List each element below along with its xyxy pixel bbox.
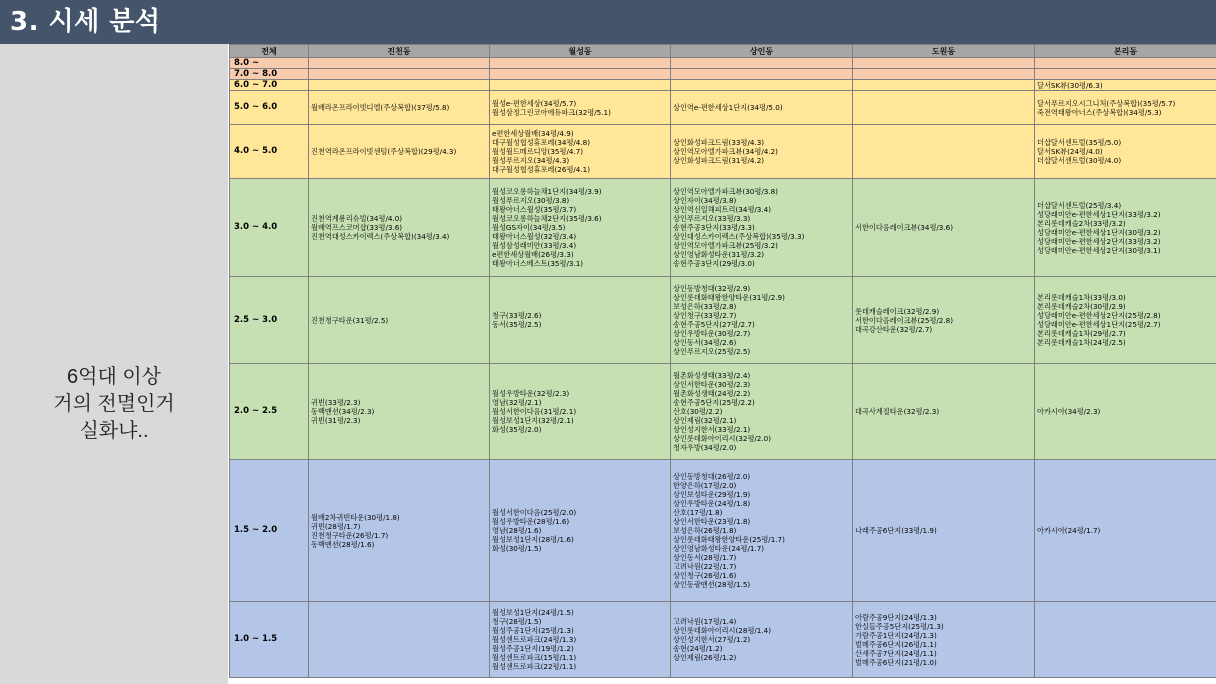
apartment-entry: 월성코오롱하늘채1단지(34평/3.9) (492, 187, 602, 196)
apartment-entry: 월성보성1단지(32평/2.1) (492, 416, 574, 425)
apartment-entry: 월성서한이다음(31평/2.1) (492, 407, 577, 416)
table-row (230, 125, 1216, 179)
apartment-entry: 청구(33평/2.6) (492, 311, 542, 320)
cell-wolseong (490, 80, 671, 91)
cell-jincheon (309, 277, 490, 364)
apartment-entry: 보성은하(26평/1.8) (673, 526, 737, 535)
apartment-entry: 월성보성1단지(28평/1.6) (492, 535, 574, 544)
apartment-entry: 롯데캐슬레이크(32평/2.9) (855, 306, 940, 316)
apartment-entry: 귀빈(33평/2.3) (311, 398, 361, 407)
apartment-entry: 월성푸르지오(30평/3.8) (492, 196, 570, 205)
cell-sangin (671, 460, 853, 602)
price-range-label: 4.0 ~ 5.0 (230, 125, 309, 179)
apartment-entry: 월성서한이다음(25평/2.0) (492, 508, 577, 517)
cell-jincheon (309, 179, 490, 277)
cell-jincheon (309, 364, 490, 460)
apartment-entry: 달서SK뷰(30평/6.3) (1037, 80, 1103, 90)
side-note-line: 거의 전멸인거 (53, 393, 175, 415)
table-row (230, 179, 1216, 277)
table-row (230, 91, 1216, 125)
cell-bonri (1035, 364, 1216, 460)
cell-dowon (853, 125, 1035, 179)
apartment-entry: 한실들주공5단지(25평/1.3) (855, 621, 944, 631)
cell-jincheon (309, 91, 490, 125)
apartment-entry: 상인역모아엘가파크뷰(30평/3.8) (673, 187, 778, 196)
cell-dowon (853, 58, 1035, 69)
cell-bonri (1035, 91, 1216, 125)
apartment-entry: 월촌화성생태(33평/2.4) (673, 371, 751, 380)
apartment-entry: 귀빈(28평/1.7) (311, 521, 361, 531)
apartment-entry: 아카시아(24평/1.7) (1037, 526, 1101, 535)
apartment-entry: 상인보성타운(29평/1.9) (673, 490, 751, 499)
table-row (230, 69, 1216, 80)
apartment-entry: 월성주공1단지(19평/1.2) (492, 644, 574, 653)
apartment-entry: 월성월드메르디앙(35평/4.7) (492, 147, 584, 156)
apartment-entry: 동백맨션(34평/2.3) (311, 407, 375, 416)
apartment-entry: 송현주공3단지(29평/3.0) (673, 259, 755, 268)
apartment-entry: 벌메주공6단지(26평/1.1) (855, 639, 937, 649)
apartment-entry: 고려낙원(22평/1.7) (673, 562, 737, 571)
apartment-entry: 월성코오롱하늘채2단지(35평/3.6) (492, 214, 602, 223)
apartment-entry: 송현주공5단지(25평/2.2) (673, 398, 755, 407)
table-body (230, 58, 1216, 678)
apartment-entry: 화성(35평/2.0) (492, 425, 542, 434)
cell-jincheon (309, 602, 490, 678)
apartment-entry: 성당래미안e-편한세상1단지(30평/3.2) (1037, 227, 1161, 237)
apartment-entry: 상인롯데화아이리시(28평/1.4) (673, 626, 772, 635)
cell-dowon (853, 69, 1035, 80)
cell-wolseong (490, 91, 671, 125)
apartment-entry: 상인동광맨션(28평/1.5) (673, 580, 751, 589)
apartment-entry: 상인제림(26평/1.2) (673, 653, 737, 662)
apartment-entry: 상인우방타운(24평/1.8) (673, 499, 751, 508)
apartment-entry: 상인성지한서(33평/2.1) (673, 425, 751, 434)
price-analysis-table (229, 44, 1216, 678)
apartment-entry: 성당래미안e-편한세상1단지(33평/3.2) (1037, 209, 1161, 219)
table-row (230, 277, 1216, 364)
apartment-entry: 월성센트로파크(15평/1.1) (492, 653, 577, 662)
cell-bonri (1035, 80, 1216, 91)
apartment-entry: 월성센트로파크(24평/1.3) (492, 635, 577, 644)
apartment-entry: 월성GS자이(34평/3.5) (492, 223, 566, 232)
apartment-entry: 상인우방타운(30평/2.7) (673, 329, 751, 338)
apartment-entry: 산새주공7단지(24평/1.1) (855, 648, 937, 658)
cell-dowon (853, 364, 1035, 460)
apartment-entry: 더샵달서센트럴(30평/4.0) (1037, 156, 1122, 165)
cell-sangin (671, 125, 853, 179)
apartment-entry: 성당래미안e-편한세상2단지(25평/2.8) (1037, 311, 1161, 320)
apartment-entry: 청자우방(34평/2.0) (673, 443, 737, 452)
apartment-entry: 상인롯데화태왕한양타운(25평/1.7) (673, 535, 785, 544)
apartment-entry: 아카시아(34평/2.3) (1037, 407, 1101, 416)
apartment-entry: 월성우방타운(28평/1.6) (492, 517, 570, 526)
apartment-entry: 태왕아너스월성(32평/3.4) (492, 232, 577, 241)
cell-wolseong (490, 460, 671, 602)
price-range-label: 7.0 ~ 8.0 (230, 69, 309, 80)
cell-jincheon (309, 69, 490, 80)
header-row (230, 45, 1216, 58)
cell-wolseong (490, 125, 671, 179)
apartment-entry: 상인동서(34평/2.6) (673, 338, 737, 347)
cell-sangin (671, 364, 853, 460)
apartment-entry: 본리롯데캐슬1차(29평/2.7) (1037, 329, 1126, 338)
apartment-entry: 상인동방청대(26평/2.0) (673, 472, 751, 481)
apartment-entry: 동백맨션(28평/1.6) (311, 539, 375, 549)
apartment-entry: 가람주공1단지(24평/1.3) (855, 630, 937, 640)
column-header-dowon: 도원동 (853, 45, 1035, 58)
apartment-entry: 더샵달서센트럴(35평/5.0) (1037, 138, 1122, 147)
apartment-entry: 본리롯데캐슬1차(24평/2.5) (1037, 338, 1126, 347)
apartment-entry: 월성보성1단지(24평/1.5) (492, 608, 574, 617)
apartment-entry: 월배2차귀빈타운(30평/1.8) (311, 512, 400, 522)
cell-jincheon (309, 58, 490, 69)
apartment-entry: 화성(30평/1.5) (492, 544, 542, 553)
apartment-entry: 상인대성스카이렉스(주상복합)(35평/3.3) (673, 232, 805, 241)
cell-bonri (1035, 179, 1216, 277)
apartment-entry: 영남(28평/1.6) (492, 526, 542, 535)
apartment-entry: 서한이다음레이크뷰(34평/3.6) (855, 223, 954, 232)
apartment-entry: 귀빈(31평/2.3) (311, 416, 361, 425)
apartment-entry: e편한세상월배(34평/4.9) (492, 129, 574, 138)
column-header-bonri: 본리동 (1035, 45, 1216, 58)
cell-jincheon (309, 125, 490, 179)
apartment-entry: 산호(17평/1.8) (673, 508, 723, 517)
apartment-entry: 상인성지한서(27평/1.2) (673, 635, 751, 644)
apartment-entry: 상인서한타운(23평/1.8) (673, 517, 751, 526)
column-header-wolseong: 월성동 (490, 45, 671, 58)
side-note (0, 364, 228, 445)
apartment-entry: 월성푸르지오(34평/4.3) (492, 156, 570, 165)
apartment-entry: 월성삼정그린코아에듀파크(32평/5.1) (492, 107, 611, 117)
apartment-entry: 상인청구(33평/2.7) (673, 311, 737, 320)
cell-wolseong (490, 69, 671, 80)
apartment-entry: 상인롯데화아이리시(32평/2.0) (673, 434, 772, 443)
cell-jincheon (309, 80, 490, 91)
cell-bonri (1035, 602, 1216, 678)
apartment-entry: 달서푸르지오시그니처(주상복합)(35평/5.7) (1037, 98, 1176, 108)
cell-bonri (1035, 58, 1216, 69)
cell-bonri (1035, 69, 1216, 80)
apartment-entry: 한양은하(17평/2.0) (673, 481, 737, 490)
apartment-entry: 월성삼성래미안(33평/3.4) (492, 241, 577, 250)
side-note-line: 6억대 이상 (67, 366, 161, 388)
page-title: 3. 시세 분석 (0, 0, 1216, 44)
apartment-entry: 상인푸르지오(33평/3.3) (673, 214, 751, 223)
cell-dowon (853, 80, 1035, 91)
apartment-entry: 대구월성협성휴포레(34평/4.8) (492, 138, 591, 147)
column-header-jincheon: 진천동 (309, 45, 490, 58)
apartment-entry: 상인역모아엘가파크뷰(34평/4.2) (673, 147, 778, 156)
apartment-entry: 상인동서(28평/1.7) (673, 553, 737, 562)
cell-wolseong (490, 277, 671, 364)
cell-sangin (671, 80, 853, 91)
apartment-entry: 서한이다음레이크뷰(25평/2.8) (855, 315, 954, 325)
apartment-entry: 월촌화성생태(24평/2.2) (673, 389, 751, 398)
apartment-entry: 벌메주공6단지(21평/1.0) (855, 657, 937, 667)
apartment-entry: 월성우방타운(32평/2.3) (492, 389, 570, 398)
apartment-entry: 월성e-편한세상(34평/5.7) (492, 98, 577, 108)
price-range-label: 1.5 ~ 2.0 (230, 460, 309, 602)
column-header-range: 전체 (230, 45, 309, 58)
apartment-entry: 상인화성파크드림(31평/4.2) (673, 156, 765, 165)
apartment-entry: 송현주공5단지(27평/2.7) (673, 320, 755, 329)
apartment-entry: 진천역대성스카이렉스(주상복합)(34평/3.4) (311, 232, 450, 241)
apartment-entry: 더샵달서센트럴(25평/3.4) (1037, 200, 1122, 210)
apartment-entry: 성당래미안e-편한세상2단지(33평/3.2) (1037, 236, 1161, 246)
side-panel (0, 44, 228, 684)
price-range-label: 1.0 ~ 1.5 (230, 602, 309, 678)
cell-wolseong (490, 602, 671, 678)
apartment-entry: 상인역e-편한세상1단지(34평/5.0) (673, 103, 783, 112)
apartment-entry: 상인화성파크드림(33평/4.3) (673, 138, 765, 147)
apartment-entry: 태왕아너스베스트(35평/3.1) (492, 259, 584, 268)
side-note-line: 실화냐.. (79, 420, 149, 442)
apartment-entry: 상인영남화성타운(31평/3.2) (673, 250, 765, 259)
apartment-entry: 보성은하(33평/2.8) (673, 302, 737, 311)
apartment-entry: 죽전역태왕아너스(주상복합)(34평/5.3) (1037, 107, 1162, 117)
cell-dowon (853, 277, 1035, 364)
apartment-entry: 월배라온프라이빗디엘(주상복합)(37평/5.8) (311, 103, 450, 112)
cell-sangin (671, 602, 853, 678)
apartment-entry: 상인롯데화태왕한양타운(31평/2.9) (673, 293, 785, 302)
cell-dowon (853, 602, 1035, 678)
apartment-entry: 상인자이(34평/3.8) (673, 196, 737, 205)
cell-bonri (1035, 125, 1216, 179)
cell-bonri (1035, 460, 1216, 602)
table-row (230, 58, 1216, 69)
apartment-entry: e편한세상월배(26평/3.3) (492, 250, 574, 259)
apartment-entry: 고려낙원(17평/1.4) (673, 617, 737, 626)
price-range-label: 2.5 ~ 3.0 (230, 277, 309, 364)
apartment-entry: 진천역라온프라이빗센텀(주상복합)(29평/4.3) (311, 147, 457, 156)
apartment-entry: 상인제림(32평/2.1) (673, 416, 737, 425)
apartment-entry: 대구월성협성휴포레(26평/4.1) (492, 165, 591, 174)
apartment-entry: 달서SK뷰(24평/4.0) (1037, 147, 1103, 156)
apartment-entry: 영남(32평/2.1) (492, 398, 542, 407)
apartment-entry: 진천역계룡리슈빌(34평/4.0) (311, 214, 403, 223)
apartment-entry: 아람주공9단지(24평/1.3) (855, 612, 937, 622)
cell-dowon (853, 179, 1035, 277)
apartment-entry: 성당래미안e-편한세상1단지(25평/2.7) (1037, 320, 1161, 329)
apartment-entry: 성당래미안e-편한세상2단지(30평/3.1) (1037, 245, 1161, 255)
cell-jincheon (309, 460, 490, 602)
apartment-entry: 상인푸르지오(25평/2.5) (673, 347, 751, 356)
price-range-label: 2.0 ~ 2.5 (230, 364, 309, 460)
apartment-entry: 상인역모아엘가파크뷰(25평/3.2) (673, 241, 778, 250)
apartment-entry: 상인역신일해피트리(34평/3.4) (673, 205, 772, 214)
cell-dowon (853, 91, 1035, 125)
cell-dowon (853, 460, 1035, 602)
table-row (230, 80, 1216, 91)
apartment-entry: 본리롯데캐슬2차(30평/2.9) (1037, 302, 1126, 311)
apartment-entry: 대곡강산타운(32평/2.7) (855, 324, 933, 334)
cell-bonri (1035, 277, 1216, 364)
price-range-label: 5.0 ~ 6.0 (230, 91, 309, 125)
cell-sangin (671, 58, 853, 69)
price-range-label: 8.0 ~ (230, 58, 309, 69)
apartment-entry: 상인영남화성타운(24평/1.7) (673, 544, 765, 553)
apartment-entry: 진천청구타운(26평/1.7) (311, 530, 389, 540)
apartment-entry: 동서(35평/2.5) (492, 320, 542, 329)
table-row (230, 460, 1216, 602)
cell-sangin (671, 91, 853, 125)
table-row (230, 364, 1216, 460)
apartment-entry: 월성주공1단지(25평/1.3) (492, 626, 574, 635)
cell-sangin (671, 277, 853, 364)
apartment-entry: 송현(24평/1.2) (673, 644, 723, 653)
cell-sangin (671, 179, 853, 277)
cell-wolseong (490, 58, 671, 69)
apartment-entry: 산호(30평/2.2) (673, 407, 723, 416)
apartment-entry: 송현주공3단지(33평/3.3) (673, 223, 755, 232)
cell-wolseong (490, 179, 671, 277)
price-range-label: 6.0 ~ 7.0 (230, 80, 309, 91)
apartment-entry: 대곡사계절타운(32평/2.3) (855, 407, 940, 416)
apartment-entry: 본리롯데캐슬1차(33평/3.0) (1037, 293, 1126, 302)
apartment-entry: 월배역프스코머샵(33평/3.6) (311, 223, 403, 232)
apartment-entry: 월성센트로파크(22평/1.1) (492, 662, 577, 671)
apartment-entry: 진천청구타운(31평/2.5) (311, 315, 389, 325)
apartment-entry: 본리롯데캐슬2차(33평/3.2) (1037, 218, 1126, 228)
price-range-label: 3.0 ~ 4.0 (230, 179, 309, 277)
apartment-entry: 태왕아너스월성(35평/3.7) (492, 205, 577, 214)
apartment-entry: 나래주공6단지(33평/1.9) (855, 526, 937, 535)
apartment-entry: 상인서한타운(30평/2.3) (673, 380, 751, 389)
apartment-entry: 청구(28평/1.5) (492, 617, 542, 626)
table-row (230, 602, 1216, 678)
column-header-sangin: 상인동 (671, 45, 853, 58)
apartment-entry: 상인청구(26평/1.6) (673, 571, 737, 580)
apartment-entry: 상인동방청대(32평/2.9) (673, 284, 751, 293)
cell-wolseong (490, 364, 671, 460)
cell-sangin (671, 69, 853, 80)
